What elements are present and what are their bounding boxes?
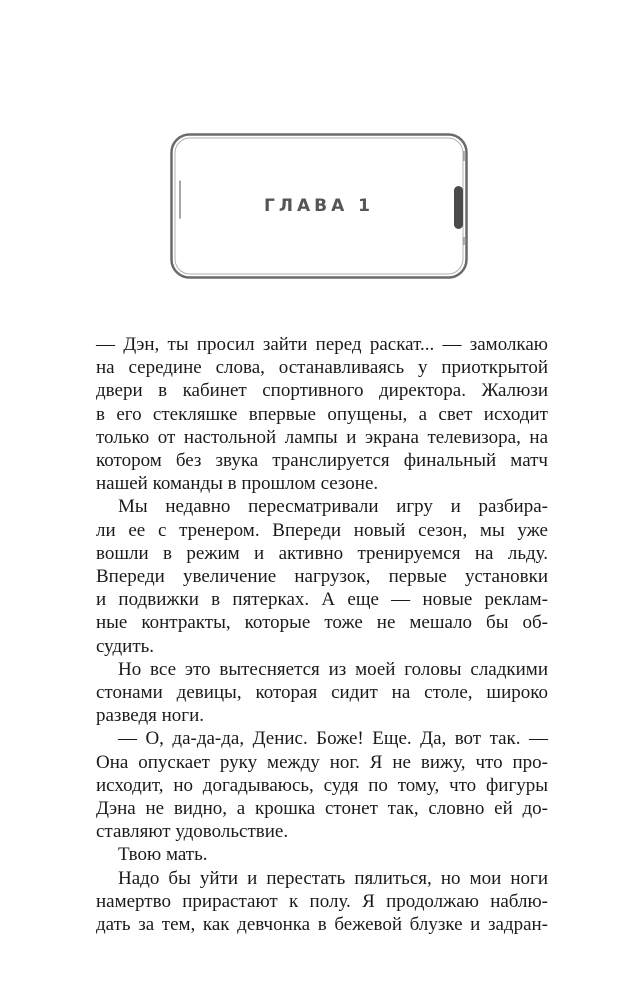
text-line: судить. (96, 635, 155, 657)
chapter-phone-frame (170, 133, 468, 279)
text-line: двери в кабинет спортивного директора. Жалюзи (96, 380, 548, 402)
text-line: стонами девицы, которая сидит на столе, широко (96, 682, 548, 704)
text-line: разведя ноги. (96, 705, 205, 727)
text-line: Впереди увеличение нагрузок, первые установки (96, 566, 548, 588)
text-line: — Дэн, ты просил зайти перед раскат... — замолкаю (96, 334, 548, 355)
text-line: намертво прирастают к полу. Я продолжаю наблю- (96, 890, 548, 912)
text-line: дать за тем, как девчонка в бежевой блузке и задран- (96, 914, 548, 936)
text-line: Она опускает руку между ног. Я не вижу, что про- (96, 751, 548, 773)
chapter-title: ГЛАВА 1 (264, 196, 374, 216)
text-line: ставляют удовольствие. (96, 821, 289, 843)
text-line: и подвижки в пятерках. А еще — новые реклам- (96, 589, 548, 611)
text-line: котором без звука транслируется финальный матч (96, 450, 548, 472)
text-line: исходит, но догадываюсь, судя по тому, что фигуры (96, 774, 548, 796)
text-line: вошли в режим и активно тренируемся на льду. (96, 542, 548, 564)
text-line: Надо бы уйти и перестать пялиться, но мои ноги (118, 867, 548, 889)
chapter-text (96, 333, 548, 936)
text-line: Но все это вытесняется из моей головы сладкими (118, 658, 548, 680)
text-line: на середине слова, останавливаясь у приоткрытой (96, 357, 548, 379)
text-line: Дэна не видно, а крошка стонет так, словно ей до- (96, 798, 548, 820)
text-line: только от настольной лампы и экрана телевизора, на (96, 426, 548, 448)
text-line: ные контракты, которые тоже не мешало бы об- (96, 612, 548, 634)
text-line: Мы недавно пересматривали игру и разбира- (118, 496, 548, 518)
text-line: — О, да-да-да, Денис. Боже! Еще. Да, вот так. — (118, 728, 548, 750)
text-line: в его стекляшке впервые опущены, а свет исходит (96, 403, 548, 425)
text-line: нашей команды в прошлом сезоне. (96, 473, 379, 495)
text-line: ли ее с тренером. Впереди новый сезон, мы уже (96, 519, 548, 541)
text-line: Твою мать. (118, 844, 208, 866)
